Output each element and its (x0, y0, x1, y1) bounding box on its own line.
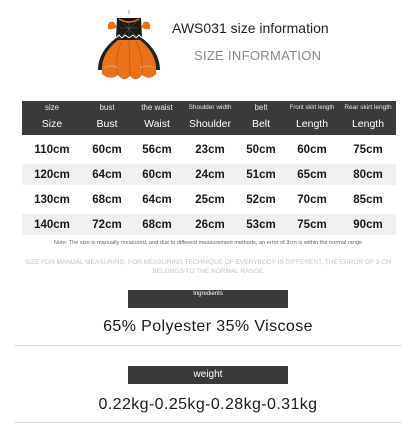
column-header (22, 101, 82, 135)
table-row (22, 189, 396, 210)
column-header-zh: the waist (141, 103, 173, 112)
weight-value: 0.22kg-0.25kg-0.28kg-0.31kg (98, 396, 318, 413)
table-cell: 120cm (22, 164, 82, 185)
product-dress-image (92, 8, 166, 88)
measurement-note: Note: The size is manually measured, and due to different measurement methods, an error of 3cm is within the normal range (53, 240, 363, 246)
table-cell: 25cm (182, 189, 238, 210)
table-cell: 52cm (238, 189, 284, 210)
column-header-en: Size (41, 118, 63, 130)
table-cell: 65cm (284, 164, 340, 185)
size-table (22, 97, 396, 239)
column-header (132, 101, 182, 135)
size-info-title: AWS031 size information (172, 20, 329, 36)
column-header (238, 101, 284, 135)
table-cell: 80cm (340, 164, 396, 185)
divider (14, 422, 402, 423)
table-cell: 68cm (82, 189, 132, 210)
column-header-zh: bust (99, 103, 115, 112)
column-header (340, 101, 396, 135)
column-header (284, 101, 340, 135)
header (0, 0, 416, 92)
table-cell: 51cm (238, 164, 284, 185)
table-cell: 60cm (284, 139, 340, 160)
table-cell: 70cm (284, 189, 340, 210)
table-cell: 60cm (82, 139, 132, 160)
size-info-subtitle: SIZE INFORMATION (194, 48, 322, 63)
table-cell: 75cm (340, 139, 396, 160)
table-cell: 110cm (22, 139, 82, 160)
table-cell: 53cm (238, 214, 284, 235)
table-cell: 23cm (182, 139, 238, 160)
table-cell: 75cm (284, 214, 340, 235)
table-cell: 130cm (22, 189, 82, 210)
manual-measuring-note-line: SIZE FOR MANUAL MEASURING, FOR MEASURING TECHNIQUE OF EVERYBODY IS DIFFERENT, THE ERROR OF 3 CM (24, 259, 392, 266)
column-header-en: Length (295, 118, 329, 130)
column-header-en: Waist (144, 118, 170, 130)
column-header-zh: Front skirt length (289, 105, 335, 111)
table-row (22, 214, 396, 235)
table-cell: 72cm (82, 214, 132, 235)
table-cell: 60cm (132, 164, 182, 185)
manual-measuring-note (0, 258, 416, 276)
table-cell: 50cm (238, 139, 284, 160)
table-cell: 85cm (340, 189, 396, 210)
column-header-zh: Shoulder width (188, 104, 232, 111)
column-header-en: Shoulder (188, 118, 232, 130)
divider (14, 345, 402, 346)
column-header-zh: Rear skirt length (344, 104, 392, 111)
column-header-zh: belt (254, 103, 268, 112)
table-row (22, 164, 396, 185)
table-cell: 90cm (340, 214, 396, 235)
ingredients-label: Ingredients (128, 290, 288, 308)
column-header-zh: size (44, 103, 60, 112)
table-cell: 24cm (182, 164, 238, 185)
table-cell: 26cm (182, 214, 238, 235)
ingredients-value: 65% Polyester 35% Viscose (103, 318, 313, 335)
column-header-en: Belt (251, 118, 271, 130)
column-header (82, 101, 132, 135)
table-cell: 64cm (82, 164, 132, 185)
table-cell: 140cm (22, 214, 82, 235)
table-cell: 64cm (132, 189, 182, 210)
weight-label: weight (128, 366, 288, 384)
table-row (22, 139, 396, 160)
table-cell: 56cm (132, 139, 182, 160)
column-header-en: Bust (96, 118, 118, 130)
column-header-en: Length (351, 118, 385, 130)
table-cell: 68cm (132, 214, 182, 235)
size-table-header (22, 101, 396, 135)
column-header (182, 101, 238, 135)
manual-measuring-note-line: BELONGS TO THE NORMAL RANGE (152, 268, 264, 275)
